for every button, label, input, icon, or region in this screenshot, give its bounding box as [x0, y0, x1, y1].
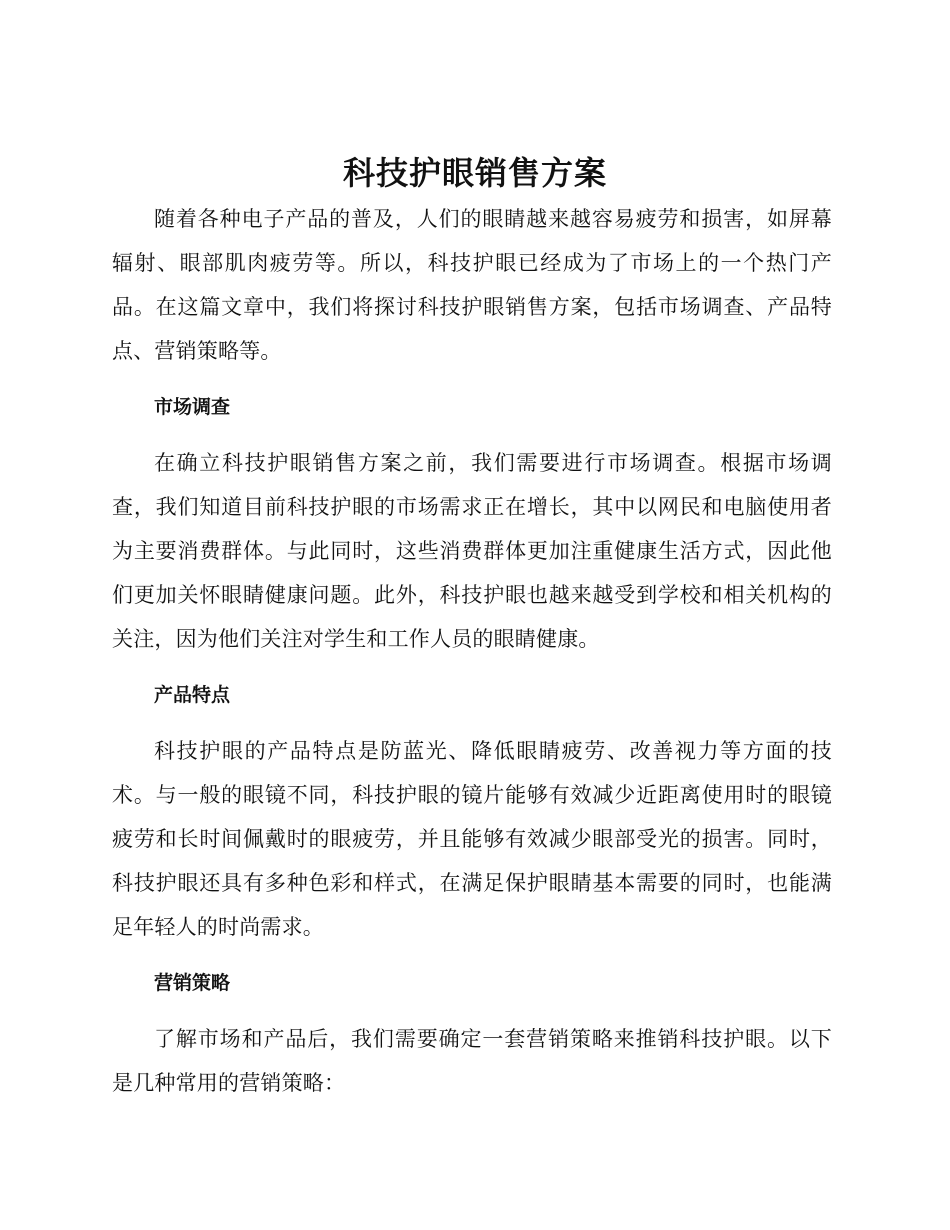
- section-heading-market-research: 市场调查: [154, 396, 231, 418]
- document-body: [112, 197, 832, 1105]
- section-body-market-research: 在确立科技护眼销售方案之前，我们需要进行市场调查。根据市场调查，我们知道目前科技护眼的市场需求正在增长，其中以网民和电脑使用者为主要消费群体。与此同时，这些消费群体更加注重健康生活方式，因此他们更加关怀眼睛健康问题。此外，科技护眼也越来越受到学校和相关机构的关注，因为他们关注对学生和工作人员的眼睛健康。: [112, 451, 832, 651]
- section-heading-product-features: 产品特点: [154, 684, 231, 706]
- document-title: 科技护眼销售方案: [342, 154, 607, 192]
- section-body-marketing-strategy: 了解市场和产品后，我们需要确定一套营销策略来推销科技护眼。以下是几种常用的营销策略：: [112, 1027, 832, 1095]
- section-heading-marketing-strategy: 营销策略: [154, 972, 231, 994]
- section-body-product-features: 科技护眼的产品特点是防蓝光、降低眼睛疲劳、改善视力等方面的技术。与一般的眼镜不同，科技护眼的镜片能够有效减少近距离使用时的眼镜疲劳和长时间佩戴时的眼疲劳，并且能够有效减少眼部受光的损害。同时，科技护眼还具有多种色彩和样式，在满足保护眼睛基本需要的同时，也能满足年轻人的时尚需求。: [112, 739, 832, 939]
- intro-paragraph: 随着各种电子产品的普及，人们的眼睛越来越容易疲劳和损害，如屏幕辐射、眼部肌肉疲劳等。所以，科技护眼已经成为了市场上的一个热门产品。在这篇文章中，我们将探讨科技护眼销售方案，包括市场调查、产品特点、营销策略等。: [112, 207, 832, 363]
